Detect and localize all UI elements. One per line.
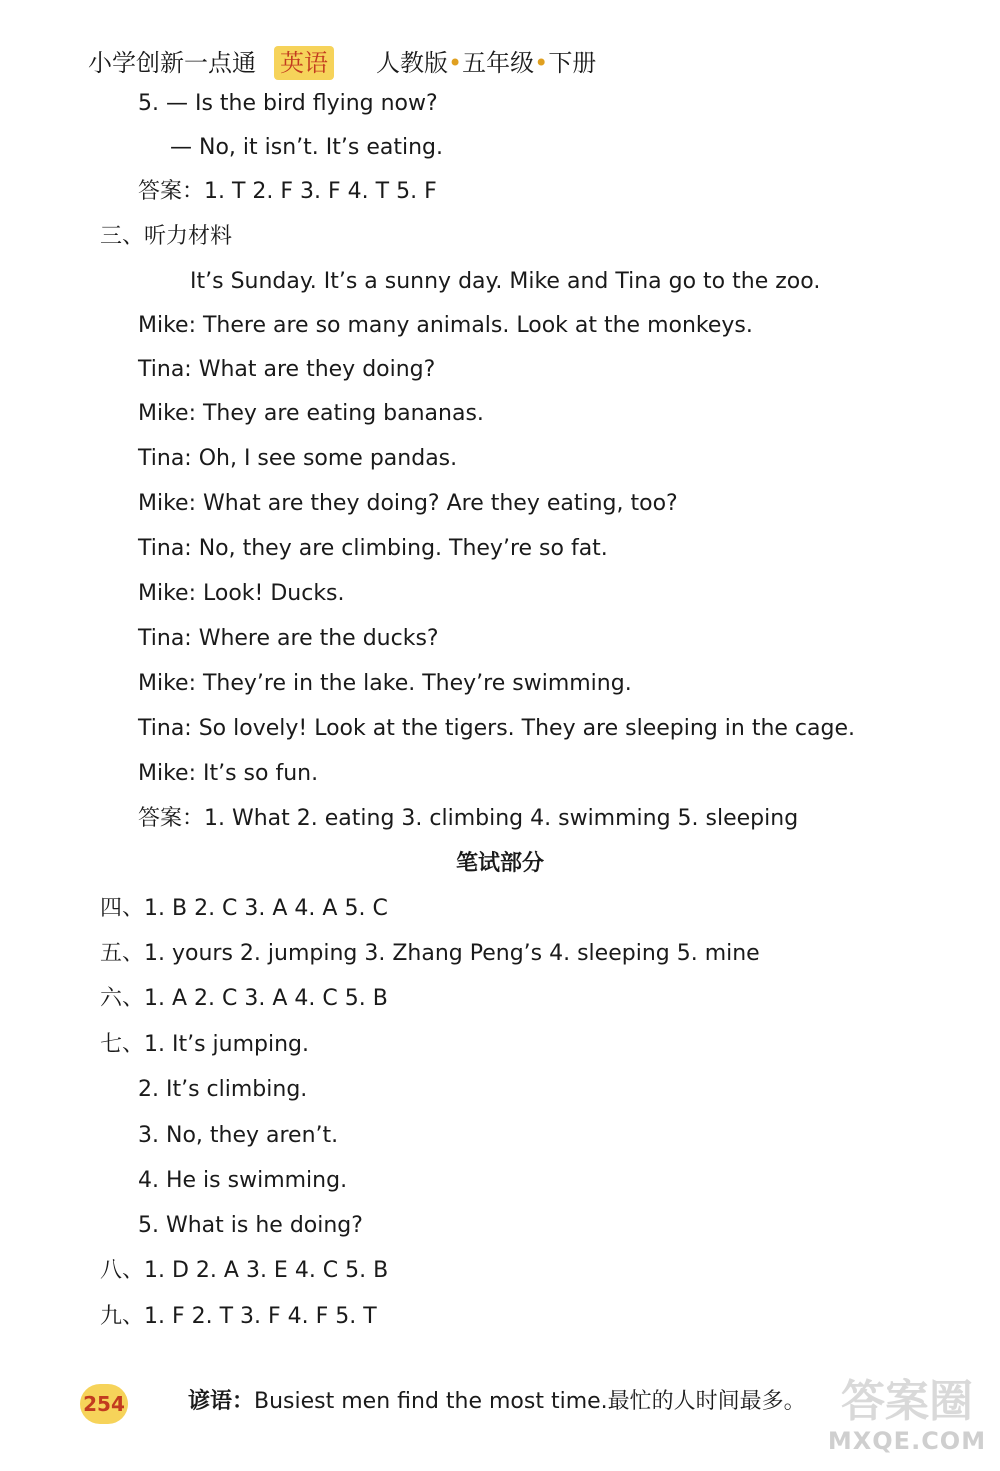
text-line: 5. What is he doing? — [138, 1213, 363, 1238]
text-line: 五、1. yours 2. jumping 3. Zhang Peng’s 4. sleeping 5. mine — [100, 941, 760, 966]
text-line: 三、听力材料 — [100, 224, 233, 249]
text-line: 5. — Is the bird flying now? — [138, 91, 438, 116]
text-line: Tina: Oh, I see some pandas. — [138, 446, 458, 471]
text-line: 3. No, they aren’t. — [138, 1123, 339, 1148]
proverb — [188, 1386, 806, 1418]
text-line: It’s Sunday. It’s a sunny day. Mike and Tina go to the zoo. — [190, 269, 821, 294]
edition-publisher: 人教版 — [376, 49, 448, 77]
section-title-written: 笔试部分 — [455, 851, 544, 876]
page-number: 254 — [80, 1384, 128, 1424]
text-line: 九、1. F 2. T 3. F 4. F 5. T — [100, 1304, 377, 1329]
watermark-text: 答案圈 — [841, 1376, 973, 1427]
proverb-english: Busiest men find the most time. — [254, 1389, 608, 1414]
text-line: Mike: They’re in the lake. They’re swimming. — [138, 671, 632, 696]
text-line: 四、1. B 2. C 3. A 4. A 5. C — [100, 896, 388, 921]
edition-volume: 下册 — [548, 49, 597, 77]
book-title: 小学创新一点通 — [88, 49, 256, 77]
text-line: 2. It’s climbing. — [138, 1077, 308, 1102]
text-line: 答案：1. T 2. F 3. F 4. T 5. F — [138, 179, 437, 204]
page-header — [88, 46, 596, 80]
text-line: Tina: Where are the ducks? — [138, 626, 439, 651]
edition-grade: 五年级 — [462, 49, 535, 77]
proverb-chinese: 最忙的人时间最多。 — [607, 1389, 806, 1414]
text-line: 六、1. A 2. C 3. A 4. C 5. B — [100, 986, 388, 1011]
text-line: 4. He is swimming. — [138, 1168, 348, 1193]
text-line: 七、1. It’s jumping. — [100, 1032, 310, 1057]
text-line: Tina: So lovely! Look at the tigers. They are sleeping in the cage. — [138, 716, 855, 741]
text-line: 答案：1. What 2. eating 3. climbing 4. swimming 5. sleeping — [138, 806, 799, 831]
separator-dot: • — [448, 49, 463, 77]
subject-badge: 英语 — [274, 46, 334, 80]
text-line: 八、1. D 2. A 3. E 4. C 5. B — [100, 1258, 389, 1283]
watermark-logo — [822, 1376, 992, 1464]
text-line: — No, it isn’t. It’s eating. — [170, 135, 443, 160]
text-line: Mike: Look! Ducks. — [138, 581, 345, 606]
proverb-label: 谚语： — [188, 1389, 255, 1414]
text-line: Tina: What are they doing? — [138, 357, 436, 382]
text-line: Mike: There are so many animals. Look at the monkeys. — [138, 313, 753, 338]
text-line: Mike: It’s so fun. — [138, 761, 319, 786]
watermark-url: MXQE.COM — [827, 1427, 987, 1455]
separator-dot: • — [534, 49, 549, 77]
text-line: Tina: No, they are climbing. They’re so fat. — [138, 536, 608, 561]
text-line: Mike: What are they doing? Are they eating, too? — [138, 491, 678, 516]
text-line: Mike: They are eating bananas. — [138, 401, 484, 426]
